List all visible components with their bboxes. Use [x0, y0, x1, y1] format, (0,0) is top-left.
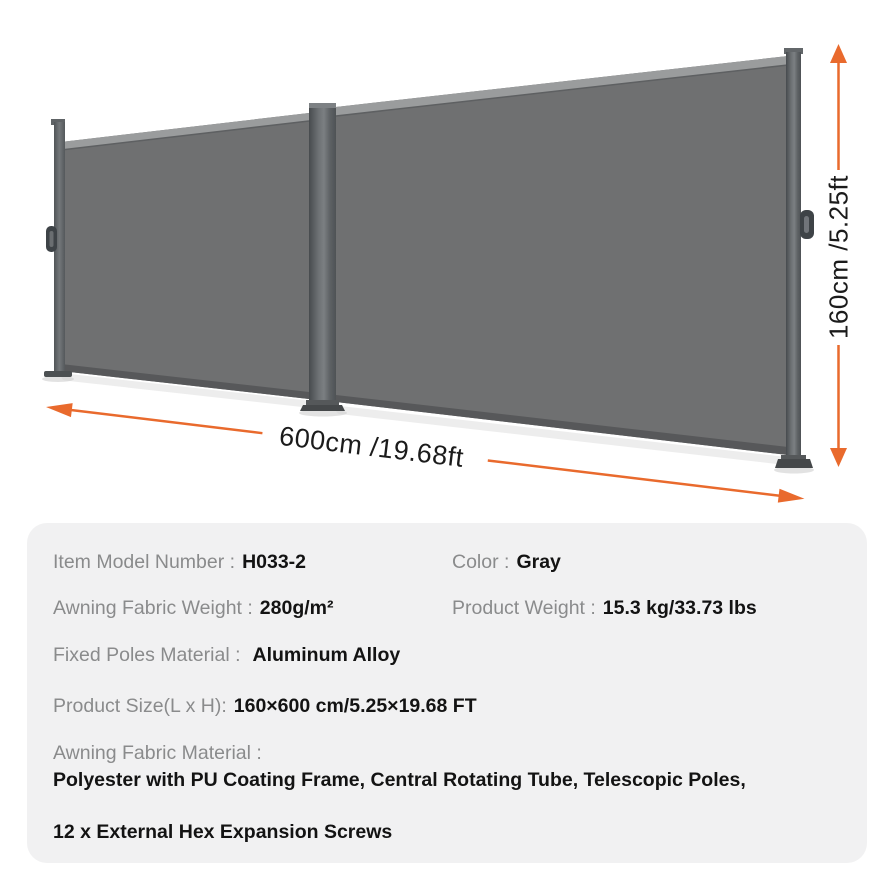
spec-value: Gray: [516, 551, 561, 573]
length-dimension-label: 600cm /19.68ft: [277, 420, 466, 473]
spec-item-fabric-material-line1: [53, 768, 746, 792]
arrowhead-up-icon: [830, 44, 847, 63]
spec-value: 12 x External Hex Expansion Screws: [53, 821, 393, 843]
spec-label: Product Size(L x H):: [53, 695, 227, 717]
right-fabric-cloth: [336, 56, 788, 455]
spec-label: Fixed Poles Material :: [53, 644, 241, 666]
arrowhead-right-icon: [778, 489, 805, 506]
spec-item-product-weight: [452, 596, 757, 620]
left-fabric-cloth: [61, 113, 309, 399]
spec-label: Awning Fabric Material :: [53, 742, 262, 764]
right-fabric-panel: [336, 56, 788, 455]
spec-value: 160×600 cm/5.25×19.68 FT: [233, 695, 477, 717]
spec-item-color: [452, 550, 561, 574]
spec-item-product-size: [53, 694, 477, 718]
height-dimension-arrow: [824, 44, 854, 467]
spec-value: Polyester with PU Coating Frame, Central Rotating Tube, Telescopic Poles,: [53, 769, 746, 791]
spec-value: Aluminum Alloy: [252, 644, 401, 666]
left-pole-foot: [44, 371, 72, 377]
spec-value: 280g/m²: [259, 597, 334, 619]
spec-label: Item Model Number :: [53, 551, 236, 573]
spec-value: 15.3 kg/33.73 lbs: [602, 597, 757, 619]
right-pole-foot: [775, 459, 813, 468]
spec-item-fabric-material-line2: [53, 820, 392, 844]
height-dimension-label: 160cm /5.25ft: [823, 174, 854, 340]
spec-label: Product Weight :: [452, 597, 596, 619]
arrowhead-left-icon: [45, 400, 72, 417]
center-pole-tube: [309, 103, 336, 404]
spec-panel: [27, 523, 867, 863]
center-pole-foot: [300, 405, 345, 411]
spec-value: H033-2: [242, 551, 307, 573]
spec-item-fabric-weight: [53, 596, 334, 620]
spec-item-fabric-material-label: [53, 741, 262, 765]
center-pole-cap: [309, 103, 336, 108]
spec-label: Color :: [452, 551, 510, 573]
spec-label: Awning Fabric Weight :: [53, 597, 253, 619]
spec-item-poles-material: [53, 643, 400, 667]
spec-item-model-number: [53, 550, 306, 574]
right-pole-tube: [786, 52, 801, 460]
left-fabric-panel: [61, 113, 309, 399]
arrowhead-down-icon: [830, 448, 847, 467]
